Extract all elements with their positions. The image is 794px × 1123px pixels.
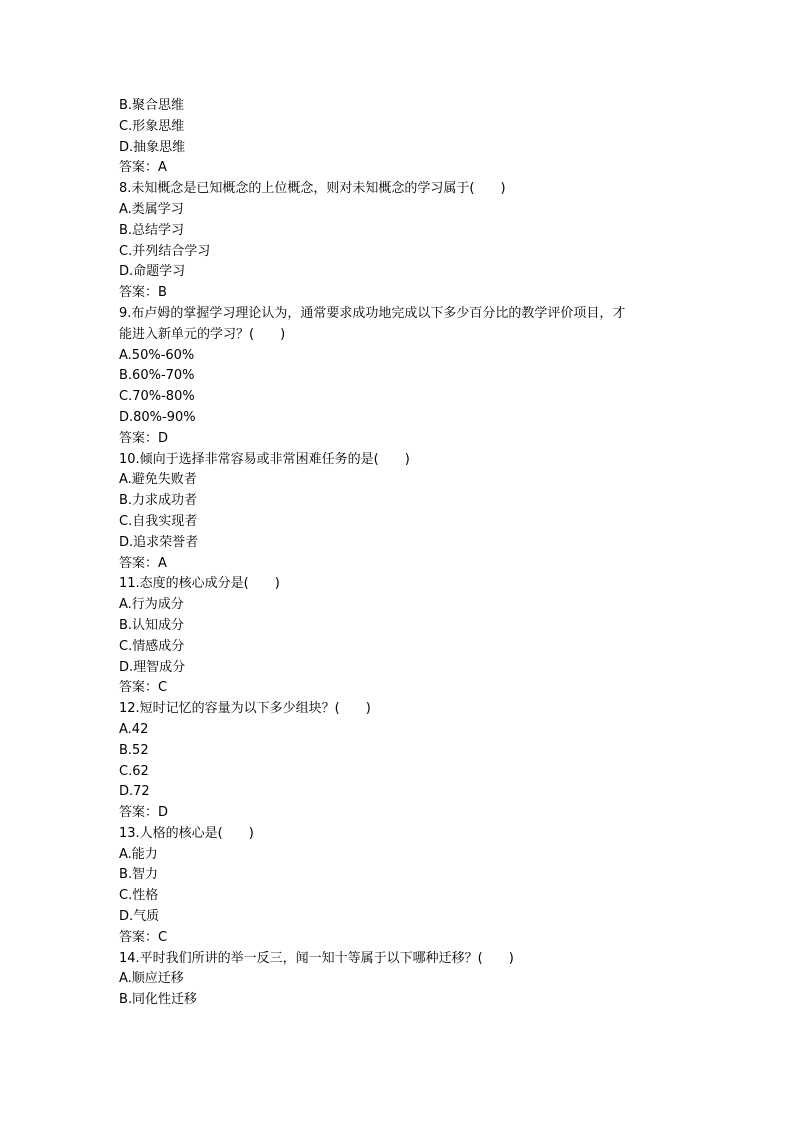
option-line: B.聚合思维 [119,98,185,113]
option-line: C.性格 [119,888,159,904]
question-line: 10.倾向于选择非常容易或非常困难任务的是( ) [119,451,410,467]
option-line: D.命题学习 [119,264,186,280]
option-line: C.形象思维 [119,118,185,134]
question-line: 13.人格的核心是( ) [119,825,254,841]
option-line: D.气质 [119,909,160,925]
answer-line: 答案：D [119,430,169,446]
option-line: A.顺应迁移 [119,971,184,987]
question-line-continued: 能进入新单元的学习？( ) [119,326,286,342]
option-line: A.行为成分 [119,597,184,613]
option-line: D.抽象思维 [119,139,186,155]
answer-line: 答案：D [119,805,169,821]
option-line: D.追求荣誉者 [119,534,199,550]
question-line: 9.布卢姆的掌握学习理论认为，通常要求成功地完成以下多少百分比的教学评价项目，才 [119,305,626,321]
option-line: B.同化性迁移 [119,992,198,1008]
question-list [119,96,679,1011]
option-line: D.理智成分 [119,659,186,675]
option-line: C.情感成分 [119,638,185,654]
option-line: A.42 [119,721,149,737]
option-line: A.避免失败者 [119,472,197,488]
option-line: B.52 [119,742,149,758]
option-line: D.72 [119,784,150,800]
option-line: C.自我实现者 [119,513,198,529]
answer-line: 答案：A [119,555,167,571]
option-line: B.认知成分 [119,617,185,633]
option-line: C.并列结合学习 [119,243,211,259]
question-line: 12.短时记忆的容量为以下多少组块？( ) [119,701,371,717]
option-line: B.智力 [119,867,159,883]
option-line: C.62 [119,763,149,779]
answer-line: 答案：C [119,929,168,945]
option-line: A.50%-60% [119,347,195,363]
option-line: B.力求成功者 [119,493,198,509]
option-line: B.总结学习 [119,222,185,238]
option-line: B.60%-70% [119,368,195,384]
option-line: D.80%-90% [119,409,196,425]
option-line: A.能力 [119,846,158,862]
answer-line: 答案：A [119,160,167,176]
answer-line: 答案：B [119,285,167,301]
answer-line: 答案：C [119,680,168,696]
question-line: 8.未知概念是已知概念的上位概念，则对未知概念的学习属于( ) [119,181,506,197]
option-line: C.70%-80% [119,389,195,405]
question-line: 11.态度的核心成分是( ) [119,576,280,592]
option-line: A.类属学习 [119,201,184,217]
question-line: 14.平时我们所讲的举一反三，闻一知十等属于以下哪种迁移？( ) [119,950,514,966]
